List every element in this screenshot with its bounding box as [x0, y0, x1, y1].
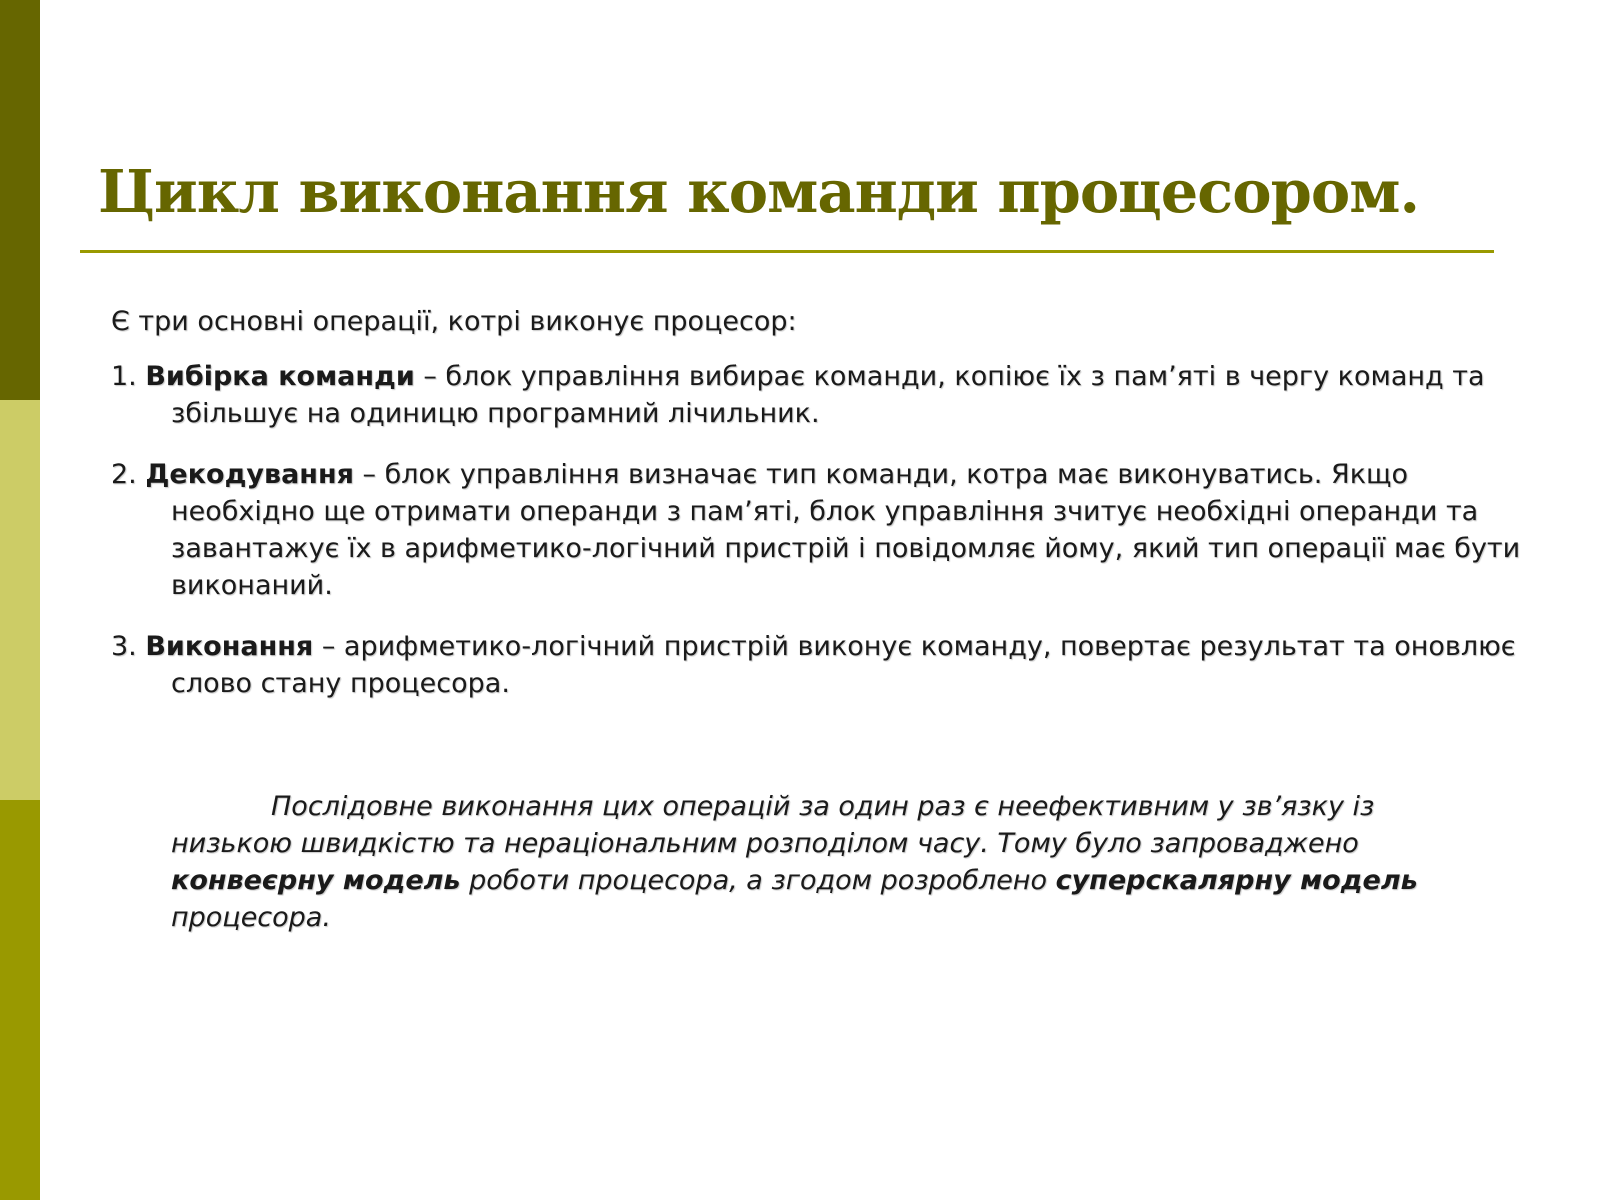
note-text: Послідовне виконання цих операцій за один раз є неефективним у зв’язку із низькою швидкістю та нераціональним розподілом часу. Тому було запроваджено	[171, 791, 1375, 859]
note-paragraph	[171, 788, 1481, 936]
step-item-decode	[111, 456, 1531, 604]
step-item-fetch	[111, 358, 1531, 432]
title-underline	[80, 250, 1494, 253]
step-term: Вибірка команди	[145, 361, 415, 392]
side-accent-bar	[0, 0, 40, 1200]
step-description: – блок управління вибирає команди, копіює їх з пам’яті в чергу команд та збільшує на одиницю програмний лічильник.	[171, 361, 1485, 429]
note-text: процесора.	[171, 902, 331, 933]
step-number: 2.	[111, 459, 146, 490]
note-term-superscalar: суперскалярну модель	[1055, 865, 1418, 896]
side-bar-middle-segment	[0, 400, 40, 800]
note-text: роботи процесора, а згодом розроблено	[460, 865, 1056, 896]
slide-body	[111, 303, 1531, 726]
step-number: 3.	[111, 631, 146, 662]
intro-text: Є три основні операції, котрі виконує процесор:	[111, 306, 797, 337]
side-bar-bottom-segment	[0, 800, 40, 1200]
step-number: 1.	[111, 361, 146, 392]
step-description: – арифметико-логічний пристрій виконує команду, повертає результат та оновлює слово стану процесора.	[171, 631, 1516, 699]
step-term: Виконання	[145, 631, 314, 662]
slide-title: Цикл виконання команди процесором.	[98, 157, 1419, 226]
note-term-pipeline: конвеєрну модель	[171, 865, 461, 896]
step-description: – блок управління визначає тип команди, котра має виконуватись. Якщо необхідно ще отримати операнди з пам’яті, блок управління зчитує необхідні операнди та завантажує їх в арифметико-логічний пристрій і повідомляє йому, який тип операції має бути виконаний.	[171, 459, 1521, 601]
side-bar-top-segment	[0, 0, 40, 400]
step-term: Декодування	[145, 459, 354, 490]
step-item-execute	[111, 628, 1531, 702]
